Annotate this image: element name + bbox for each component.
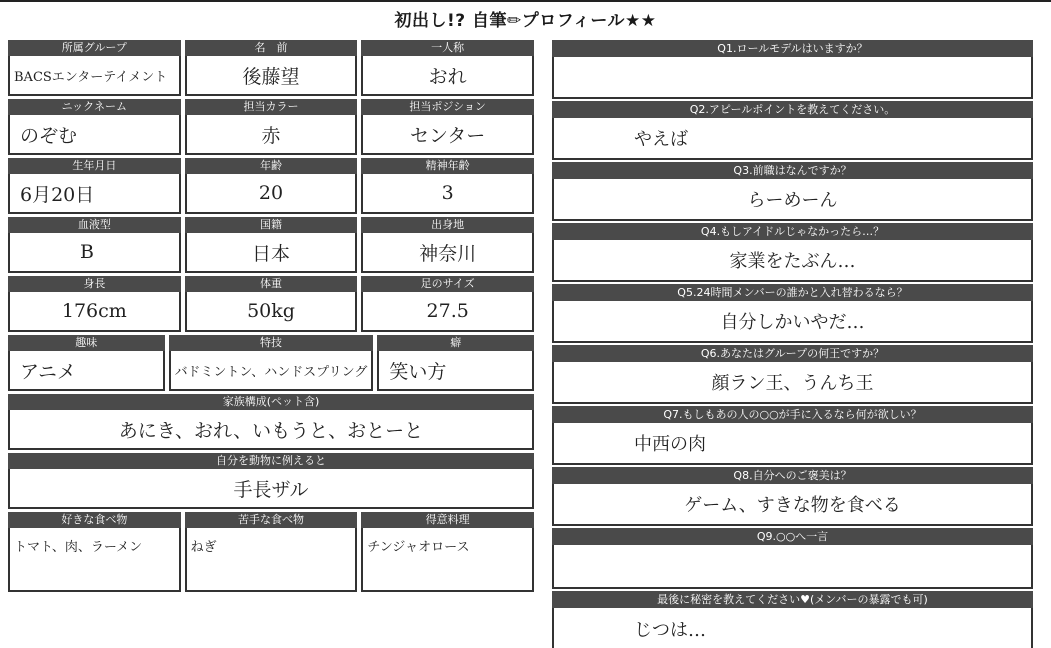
field-value: センター — [361, 115, 534, 155]
field-hobby — [8, 335, 165, 391]
question-label: Q9.○○へ一言 — [552, 528, 1033, 545]
field-color — [185, 99, 358, 155]
field-value: 6月20日 — [8, 174, 181, 214]
field-label: 身長 — [8, 276, 181, 292]
question-block — [552, 591, 1033, 648]
field-age — [185, 158, 358, 214]
question-label: 最後に秘密を教えてください♥(メンバーの暴露でも可) — [552, 591, 1033, 608]
field-label: 名 前 — [185, 40, 358, 56]
field-mental-age — [361, 158, 534, 214]
field-name — [185, 40, 358, 96]
profile-row — [8, 335, 534, 391]
field-disliked-food — [185, 512, 358, 592]
field-weight — [185, 276, 358, 332]
question-block — [552, 101, 1033, 160]
field-animal — [8, 453, 534, 509]
question-label: Q3.前職はなんですか？ — [552, 162, 1033, 179]
field-value: 20 — [185, 174, 358, 214]
field-value: 赤 — [185, 115, 358, 155]
field-label: 国籍 — [185, 217, 358, 233]
question-answer: 中西の肉 — [552, 423, 1033, 465]
question-block — [552, 528, 1033, 589]
field-first-person — [361, 40, 534, 96]
field-favorite-food — [8, 512, 181, 592]
field-position — [361, 99, 534, 155]
question-label: Q2.アピールポイントを教えてください。 — [552, 101, 1033, 118]
field-label: 血液型 — [8, 217, 181, 233]
field-value: チンジャオロース — [361, 528, 534, 592]
top-border-line — [0, 0, 1051, 2]
profile-row — [8, 99, 534, 155]
field-label: ニックネーム — [8, 99, 181, 115]
field-group — [8, 40, 181, 96]
profile-row — [8, 158, 534, 214]
field-label: 精神年齢 — [361, 158, 534, 174]
field-value: あにき、おれ、いもうと、おとーと — [8, 410, 534, 450]
field-value: 3 — [361, 174, 534, 214]
field-label: 担当カラー — [185, 99, 358, 115]
field-height — [8, 276, 181, 332]
field-value: 神奈川 — [361, 233, 534, 273]
field-label: 担当ポジション — [361, 99, 534, 115]
question-label: Q5.24時間メンバーの誰かと入れ替わるなら？ — [552, 284, 1033, 301]
field-blood-type — [8, 217, 181, 273]
question-label: Q1.ロールモデルはいますか？ — [552, 40, 1033, 57]
question-label: Q6.あなたはグループの何王ですか？ — [552, 345, 1033, 362]
field-value: 日本 — [185, 233, 358, 273]
field-label: 得意料理 — [361, 512, 534, 528]
field-label: 生年月日 — [8, 158, 181, 174]
profile-row — [8, 40, 534, 96]
profile-grid — [8, 40, 534, 595]
field-label: 苦手な食べ物 — [185, 512, 358, 528]
profile-row — [8, 394, 534, 450]
page-title: 初出し!? 自筆✏プロフィール★★ — [394, 11, 657, 31]
field-shoe-size — [361, 276, 534, 332]
question-label: Q8.自分へのご褒美は？ — [552, 467, 1033, 484]
field-value: 笑い方 — [377, 351, 534, 391]
question-block — [552, 162, 1033, 221]
field-value: 50kg — [185, 292, 358, 332]
question-answer: らーめーん — [552, 179, 1033, 221]
question-answer: じつは… — [552, 608, 1033, 648]
question-answer — [552, 57, 1033, 99]
field-family — [8, 394, 534, 450]
field-value: ねぎ — [185, 528, 358, 592]
field-habit — [377, 335, 534, 391]
field-value: B — [8, 233, 181, 273]
question-answer — [552, 545, 1033, 589]
field-value: 176cm — [8, 292, 181, 332]
question-answer: やえば — [552, 118, 1033, 160]
field-value: BACSエンターテイメント — [8, 56, 181, 96]
field-label: 家族構成(ペット含) — [8, 394, 534, 410]
field-value: 後藤望 — [185, 56, 358, 96]
field-birthday — [8, 158, 181, 214]
question-answer: ゲーム、すきな物を食べる — [552, 484, 1033, 526]
field-label: 足のサイズ — [361, 276, 534, 292]
profile-row — [8, 276, 534, 332]
field-value: 手長ザル — [8, 469, 534, 509]
field-value: おれ — [361, 56, 534, 96]
field-value: 27.5 — [361, 292, 534, 332]
field-value: トマト、肉、ラーメン — [8, 528, 181, 592]
field-skill — [169, 335, 374, 391]
field-label: 好きな食べ物 — [8, 512, 181, 528]
field-nationality — [185, 217, 358, 273]
question-answer: 家業をたぶん… — [552, 240, 1033, 282]
field-specialty-dish — [361, 512, 534, 592]
profile-row — [8, 453, 534, 509]
question-block — [552, 40, 1033, 99]
field-value: アニメ — [8, 351, 165, 391]
question-answer: 顔ラン王、うんち王 — [552, 362, 1033, 404]
question-block — [552, 345, 1033, 404]
profile-row — [8, 512, 534, 592]
field-value: のぞむ — [8, 115, 181, 155]
field-label: 趣味 — [8, 335, 165, 351]
question-block — [552, 467, 1033, 526]
question-answer: 自分しかいやだ… — [552, 301, 1033, 343]
question-block — [552, 284, 1033, 343]
profile-row — [8, 217, 534, 273]
field-label: 一人称 — [361, 40, 534, 56]
question-block — [552, 223, 1033, 282]
field-hometown — [361, 217, 534, 273]
field-label: 自分を動物に例えると — [8, 453, 534, 469]
question-label: Q4.もしアイドルじゃなかったら…？ — [552, 223, 1033, 240]
field-nickname — [8, 99, 181, 155]
field-label: 所属グループ — [8, 40, 181, 56]
question-label: Q7.もしもあの人の○○が手に入るなら何が欲しい？ — [552, 406, 1033, 423]
field-label: 出身地 — [361, 217, 534, 233]
field-value: バドミントン、ハンドスプリング — [169, 351, 374, 391]
field-label: 体重 — [185, 276, 358, 292]
field-label: 特技 — [169, 335, 374, 351]
questions-panel — [552, 40, 1033, 648]
field-label: 癖 — [377, 335, 534, 351]
field-label: 年齢 — [185, 158, 358, 174]
question-block — [552, 406, 1033, 465]
